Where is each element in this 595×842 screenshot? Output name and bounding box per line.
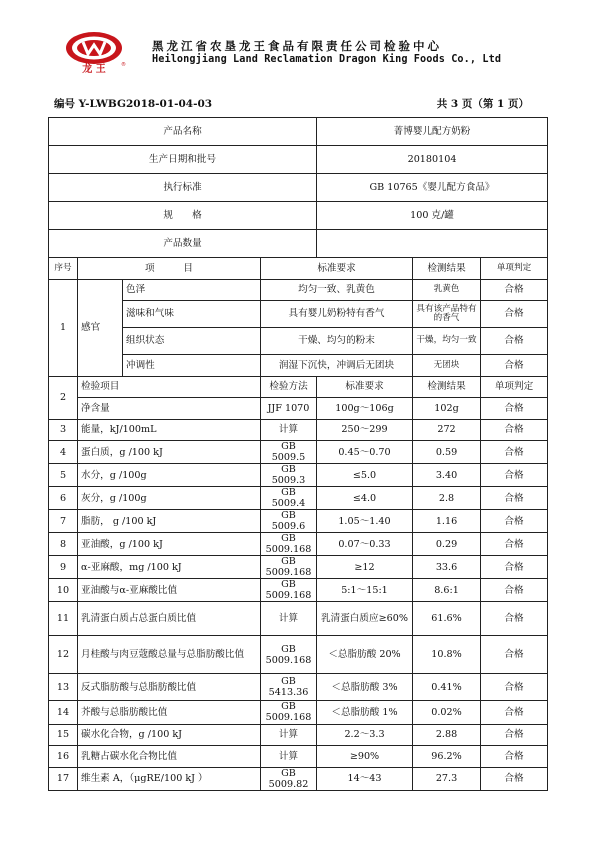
sensory-row [49, 328, 548, 355]
tests-header-item: 检验项目 [78, 376, 261, 398]
test-verdict: 合格 [481, 636, 548, 674]
test-standard: 250～299 [317, 419, 413, 441]
sensory-row [49, 301, 548, 328]
info-label: 产品名称 [49, 118, 317, 146]
sensory-result: 无团块 [413, 355, 481, 377]
test-item: 净含量 [78, 398, 261, 420]
sensory-item: 组织状态 [123, 328, 261, 355]
test-no: 14 [49, 701, 78, 724]
test-item: 芥酸与总脂肪酸比值 [78, 701, 261, 724]
info-row [49, 230, 548, 258]
sensory-result: 乳黄色 [413, 279, 481, 301]
test-row [49, 674, 548, 701]
sensory-standard: 干燥、均匀的粉末 [261, 328, 413, 355]
sensory-item: 滋味和气味 [123, 301, 261, 328]
test-result: 61.6% [413, 602, 481, 636]
sensory-standard: 具有婴儿奶粉特有香气 [261, 301, 413, 328]
test-no: 3 [49, 419, 78, 441]
test-item: 乳糖占碳水化合物比值 [78, 746, 261, 768]
tests-header-result: 检测结果 [413, 376, 481, 398]
test-no: 8 [49, 533, 78, 556]
header-verdict: 单项判定 [481, 258, 548, 280]
test-method: GB 5009.6 [261, 510, 317, 533]
sensory-verdict: 合格 [481, 279, 548, 301]
header-no: 序号 [49, 258, 78, 280]
test-result: 0.59 [413, 441, 481, 464]
test-no: 16 [49, 746, 78, 768]
test-row [49, 510, 548, 533]
document-number: 编号 Y-LWBG2018-01-04-03 [54, 98, 213, 110]
info-label: 执行标准 [49, 174, 317, 202]
test-item: 灰分，g /100g [78, 487, 261, 510]
test-no: 15 [49, 724, 78, 746]
test-standard: 0.45～0.70 [317, 441, 413, 464]
sensory-row [49, 355, 548, 377]
tests-no: 2 [49, 376, 78, 419]
test-no: 12 [49, 636, 78, 674]
test-verdict: 合格 [481, 746, 548, 768]
test-no: 9 [49, 556, 78, 579]
test-result: 2.8 [413, 487, 481, 510]
test-standard: 0.07～0.33 [317, 533, 413, 556]
info-row [49, 174, 548, 202]
test-no: 7 [49, 510, 78, 533]
test-verdict: 合格 [481, 556, 548, 579]
header-result: 检测结果 [413, 258, 481, 280]
info-label: 产品数量 [49, 230, 317, 258]
info-value [317, 230, 548, 258]
test-no: 5 [49, 464, 78, 487]
test-item: 亚油酸，g /100 kJ [78, 533, 261, 556]
test-standard: ＜总脂肪酸 20% [317, 636, 413, 674]
test-verdict: 合格 [481, 767, 548, 790]
sensory-result: 具有该产品特有的香气 [413, 301, 481, 328]
test-row [49, 533, 548, 556]
test-method: GB 5009.5 [261, 441, 317, 464]
test-item: 维生素 A，（μgRE/100 kJ ） [78, 767, 261, 790]
test-row [49, 724, 548, 746]
test-method: 计算 [261, 746, 317, 768]
organization-name-cn: 黑龙江省农垦龙王食品有限责任公司检验中心 [152, 39, 442, 53]
test-verdict: 合格 [481, 510, 548, 533]
test-verdict: 合格 [481, 441, 548, 464]
test-item: 反式脂肪酸与总脂肪酸比值 [78, 674, 261, 701]
test-verdict: 合格 [481, 533, 548, 556]
test-method: GB 5413.36 [261, 674, 317, 701]
test-row [49, 746, 548, 768]
test-no: 13 [49, 674, 78, 701]
test-method: 计算 [261, 602, 317, 636]
test-no: 10 [49, 579, 78, 602]
test-result: 2.88 [413, 724, 481, 746]
report-header [0, 0, 595, 80]
test-verdict: 合格 [481, 724, 548, 746]
test-standard: ＜总脂肪酸 3% [317, 674, 413, 701]
test-verdict: 合格 [481, 602, 548, 636]
test-row [49, 464, 548, 487]
test-result: 3.40 [413, 464, 481, 487]
test-verdict: 合格 [481, 487, 548, 510]
sensory-header-row [49, 258, 548, 280]
test-standard: ≥90% [317, 746, 413, 768]
tests-header-row [49, 376, 548, 398]
info-value: 20180104 [317, 146, 548, 174]
test-verdict: 合格 [481, 701, 548, 724]
test-standard: 5:1～15:1 [317, 579, 413, 602]
info-row [49, 118, 548, 146]
tests-header-method: 检验方法 [261, 376, 317, 398]
svg-text:®: ® [121, 62, 126, 68]
test-item: 水分，g /100g [78, 464, 261, 487]
test-standard: 1.05～1.40 [317, 510, 413, 533]
info-value: GB 10765《婴儿配方食品》 [317, 174, 548, 202]
test-item: 乳清蛋白质占总蛋白质比值 [78, 602, 261, 636]
tests-header-verdict: 单项判定 [481, 376, 548, 398]
test-row [49, 441, 548, 464]
test-result: 0.41% [413, 674, 481, 701]
test-row [49, 487, 548, 510]
company-logo [64, 30, 126, 74]
test-method: GB 5009.168 [261, 701, 317, 724]
test-standard: ≤5.0 [317, 464, 413, 487]
header-item: 项 目 [78, 258, 261, 280]
test-no: 17 [49, 767, 78, 790]
test-result: 27.3 [413, 767, 481, 790]
test-standard: ≤4.0 [317, 487, 413, 510]
test-result: 0.02% [413, 701, 481, 724]
test-item: 蛋白质，g /100 kJ [78, 441, 261, 464]
test-result: 272 [413, 419, 481, 441]
test-verdict: 合格 [481, 674, 548, 701]
test-row [49, 636, 548, 674]
test-row [49, 767, 548, 790]
sensory-verdict: 合格 [481, 301, 548, 328]
test-no: 6 [49, 487, 78, 510]
sensory-standard: 均匀一致、乳黄色 [261, 279, 413, 301]
test-row [49, 556, 548, 579]
organization-name-en: Heilongjiang Land Reclamation Dragon King Foods Co., Ltd [152, 54, 502, 65]
sensory-group: 感官 [78, 279, 123, 376]
test-result: 1.16 [413, 510, 481, 533]
test-row [49, 602, 548, 636]
test-method: GB 5009.168 [261, 556, 317, 579]
sensory-item: 色泽 [123, 279, 261, 301]
test-no: 11 [49, 602, 78, 636]
info-label: 生产日期和批号 [49, 146, 317, 174]
test-method: GB 5009.4 [261, 487, 317, 510]
page-indicator: 共 3 页（第 1 页） [436, 98, 529, 110]
sensory-result: 干燥，均匀一致 [413, 328, 481, 355]
test-standard: 2.2～3.3 [317, 724, 413, 746]
sensory-verdict: 合格 [481, 355, 548, 377]
test-result: 10.8% [413, 636, 481, 674]
test-verdict: 合格 [481, 579, 548, 602]
test-row [49, 701, 548, 724]
test-result: 102g [413, 398, 481, 420]
inspection-report-table [48, 117, 548, 791]
test-method: GB 5009.168 [261, 636, 317, 674]
test-item: 碳水化合物，g /100 kJ [78, 724, 261, 746]
test-row [49, 398, 548, 420]
info-row [49, 202, 548, 230]
info-value: 菁博婴儿配方奶粉 [317, 118, 548, 146]
test-verdict: 合格 [481, 419, 548, 441]
sensory-row [49, 279, 548, 301]
test-result: 0.29 [413, 533, 481, 556]
test-result: 33.6 [413, 556, 481, 579]
test-method: GB 5009.168 [261, 579, 317, 602]
header-standard: 标准要求 [261, 258, 413, 280]
test-no: 4 [49, 441, 78, 464]
test-method: 计算 [261, 724, 317, 746]
test-row [49, 419, 548, 441]
test-standard: ＜总脂肪酸 1% [317, 701, 413, 724]
test-method: GB 5009.3 [261, 464, 317, 487]
test-verdict: 合格 [481, 398, 548, 420]
test-item: 亚油酸与α-亚麻酸比值 [78, 579, 261, 602]
test-method: 计算 [261, 419, 317, 441]
sensory-item: 冲调性 [123, 355, 261, 377]
test-standard: 14～43 [317, 767, 413, 790]
tests-header-standard: 标准要求 [317, 376, 413, 398]
test-standard: 乳清蛋白质应≥60% [317, 602, 413, 636]
test-verdict: 合格 [481, 464, 548, 487]
test-item: α-亚麻酸，mg /100 kJ [78, 556, 261, 579]
test-result: 8.6:1 [413, 579, 481, 602]
sensory-no: 1 [49, 279, 78, 376]
test-result: 96.2% [413, 746, 481, 768]
sensory-standard: 润湿下沉快，冲调后无团块 [261, 355, 413, 377]
test-method: JJF 1070 [261, 398, 317, 420]
test-item: 脂肪， g /100 kJ [78, 510, 261, 533]
test-standard: 100g～106g [317, 398, 413, 420]
test-method: GB 5009.82 [261, 767, 317, 790]
test-method: GB 5009.168 [261, 533, 317, 556]
sensory-verdict: 合格 [481, 328, 548, 355]
test-standard: ≥12 [317, 556, 413, 579]
test-item: 月桂酸与肉豆蔻酸总量与总脂肪酸比值 [78, 636, 261, 674]
logo-text: 龙 王 [82, 64, 106, 74]
info-row [49, 146, 548, 174]
test-item: 能量，kJ/100mL [78, 419, 261, 441]
test-row [49, 579, 548, 602]
info-label: 规 格 [49, 202, 317, 230]
info-value: 100 克/罐 [317, 202, 548, 230]
